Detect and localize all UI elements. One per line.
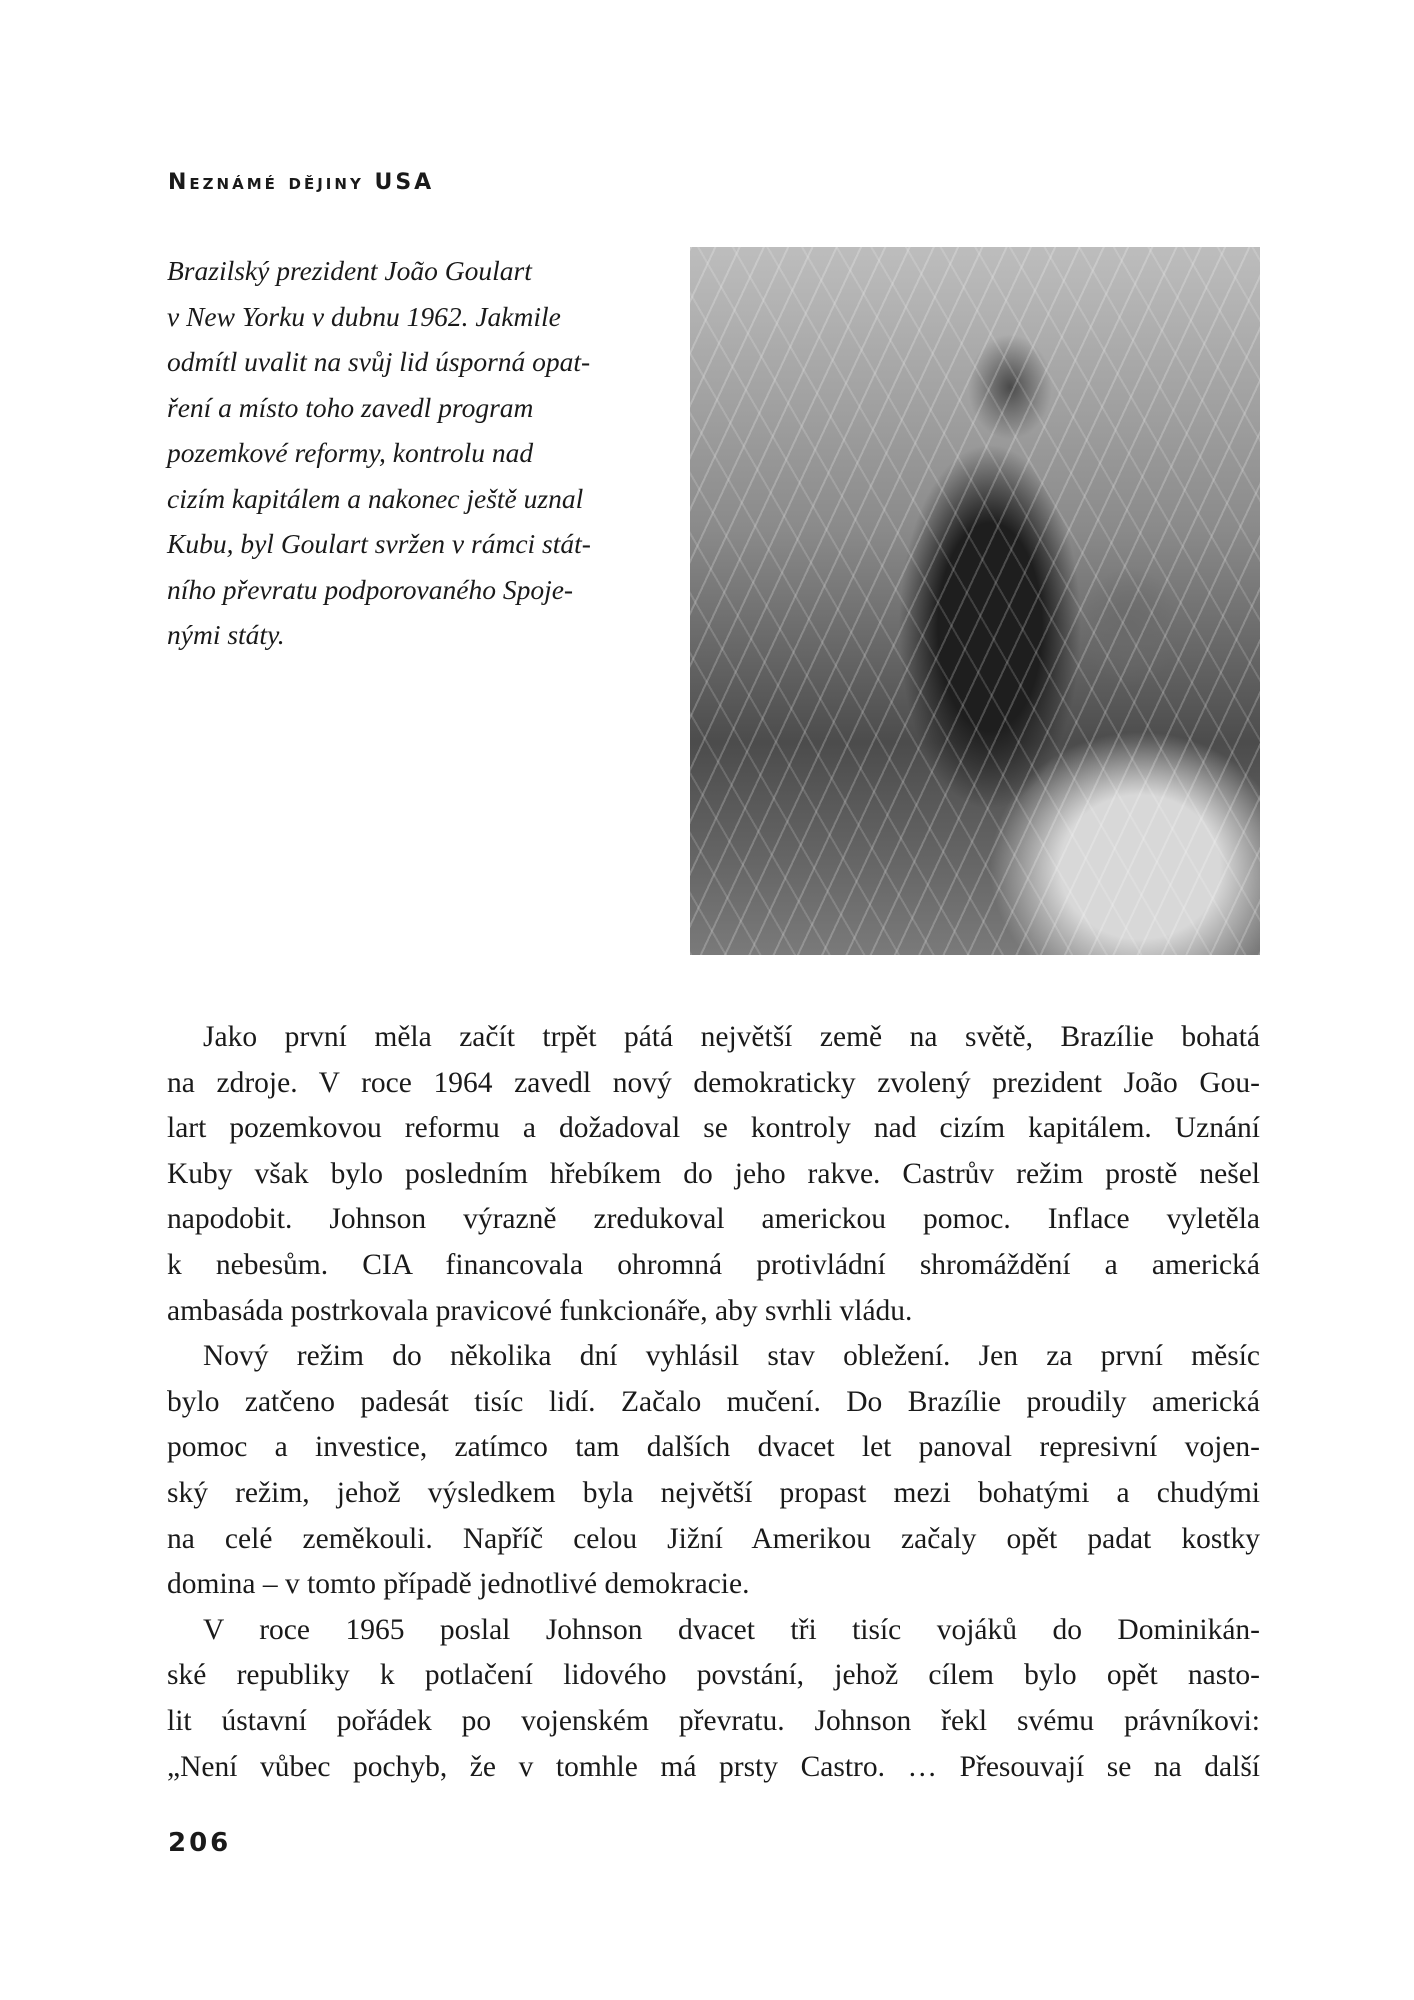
caption-line: ního převratu podporovaného Spoje- [167,573,574,605]
text-line: ský režim, jehož výsledkem byla největší propast mezi bohatými a chudými [167,1476,1260,1509]
text-line: ské republiky k potlačení lidového povstání, jehož cílem bylo opět nasto- [167,1659,1260,1692]
caption-line: nými státy. [167,619,285,650]
paragraph [167,1015,1260,1334]
text-line: bylo zatčeno padesát tisíc lidí. Začalo mučení. Do Brazílie proudily americká [167,1385,1260,1418]
caption-line: pozemkové reformy, kontrolu nad [167,437,534,468]
paragraph [167,1608,1260,1790]
text-line: na celé zeměkouli. Napříč celou Jižní Amerikou začaly opět padat kostky [167,1522,1260,1555]
text-line: domina – v tomto případě jednotlivé demokracie. [167,1568,750,1601]
text-line: na zdroje. V roce 1964 zavedl nový demokraticky zvolený prezident João Gou- [167,1066,1260,1099]
paragraph [167,1334,1260,1608]
photo-caption [167,248,667,658]
text-line: Nový režim do několika dní vyhlásil stav obležení. Jen za první měsíc [203,1340,1260,1373]
text-line: Kuby však bylo posledním hřebíkem do jeho rakve. Castrův režim prostě nešel [167,1157,1260,1190]
caption-line: Kubu, byl Goulart svržen v rámci stát- [167,528,591,559]
running-header: Neznámé dějiny USA [168,170,435,195]
text-line: Jako první měla začít trpět pátá největší země na světě, Brazílie bohatá [203,1021,1260,1053]
photo-streamers-texture [690,247,1260,955]
caption-line: v New Yorku v dubnu 1962. Jakmile [167,300,561,332]
text-line: pomoc a investice, zatímco tam dalších dvacet let panoval represivní vojen- [167,1431,1260,1464]
caption-line: ření a místo toho zavedl program [167,391,534,423]
text-line: napodobit. Johnson výrazně zredukoval americkou pomoc. Inflace vyletěla [167,1203,1260,1236]
text-line: lart pozemkovou reformu a dožadoval se kontroly nad cizím kapitálem. Uznání [167,1112,1260,1145]
caption-line: Brazilský prezident João Goulart [167,255,532,286]
caption-line: odmítl uvalit na svůj lid úsporná opat- [167,346,591,377]
page-number: 206 [168,1828,232,1858]
text-line: k nebesům. CIA financovala ohromná protivládní shromáždění a americká [167,1248,1260,1281]
photo-goulart-new-york [690,247,1260,955]
text-line: ambasáda postrkovala pravicové funkcionáře, aby svrhli vládu. [167,1294,913,1327]
text-line: lit ústavní pořádek po vojenském převratu. Johnson řekl svému právníkovi: [167,1704,1260,1737]
text-line: „Není vůbec pochyb, že v tomhle má prsty Castro. … Přesouvají se na další [167,1750,1260,1783]
body-text [167,1015,1260,1790]
caption-line: cizím kapitálem a nakonec ještě uznal [167,482,584,514]
text-line: V roce 1965 poslal Johnson dvacet tři tisíc vojáků do Dominikán- [203,1613,1260,1646]
